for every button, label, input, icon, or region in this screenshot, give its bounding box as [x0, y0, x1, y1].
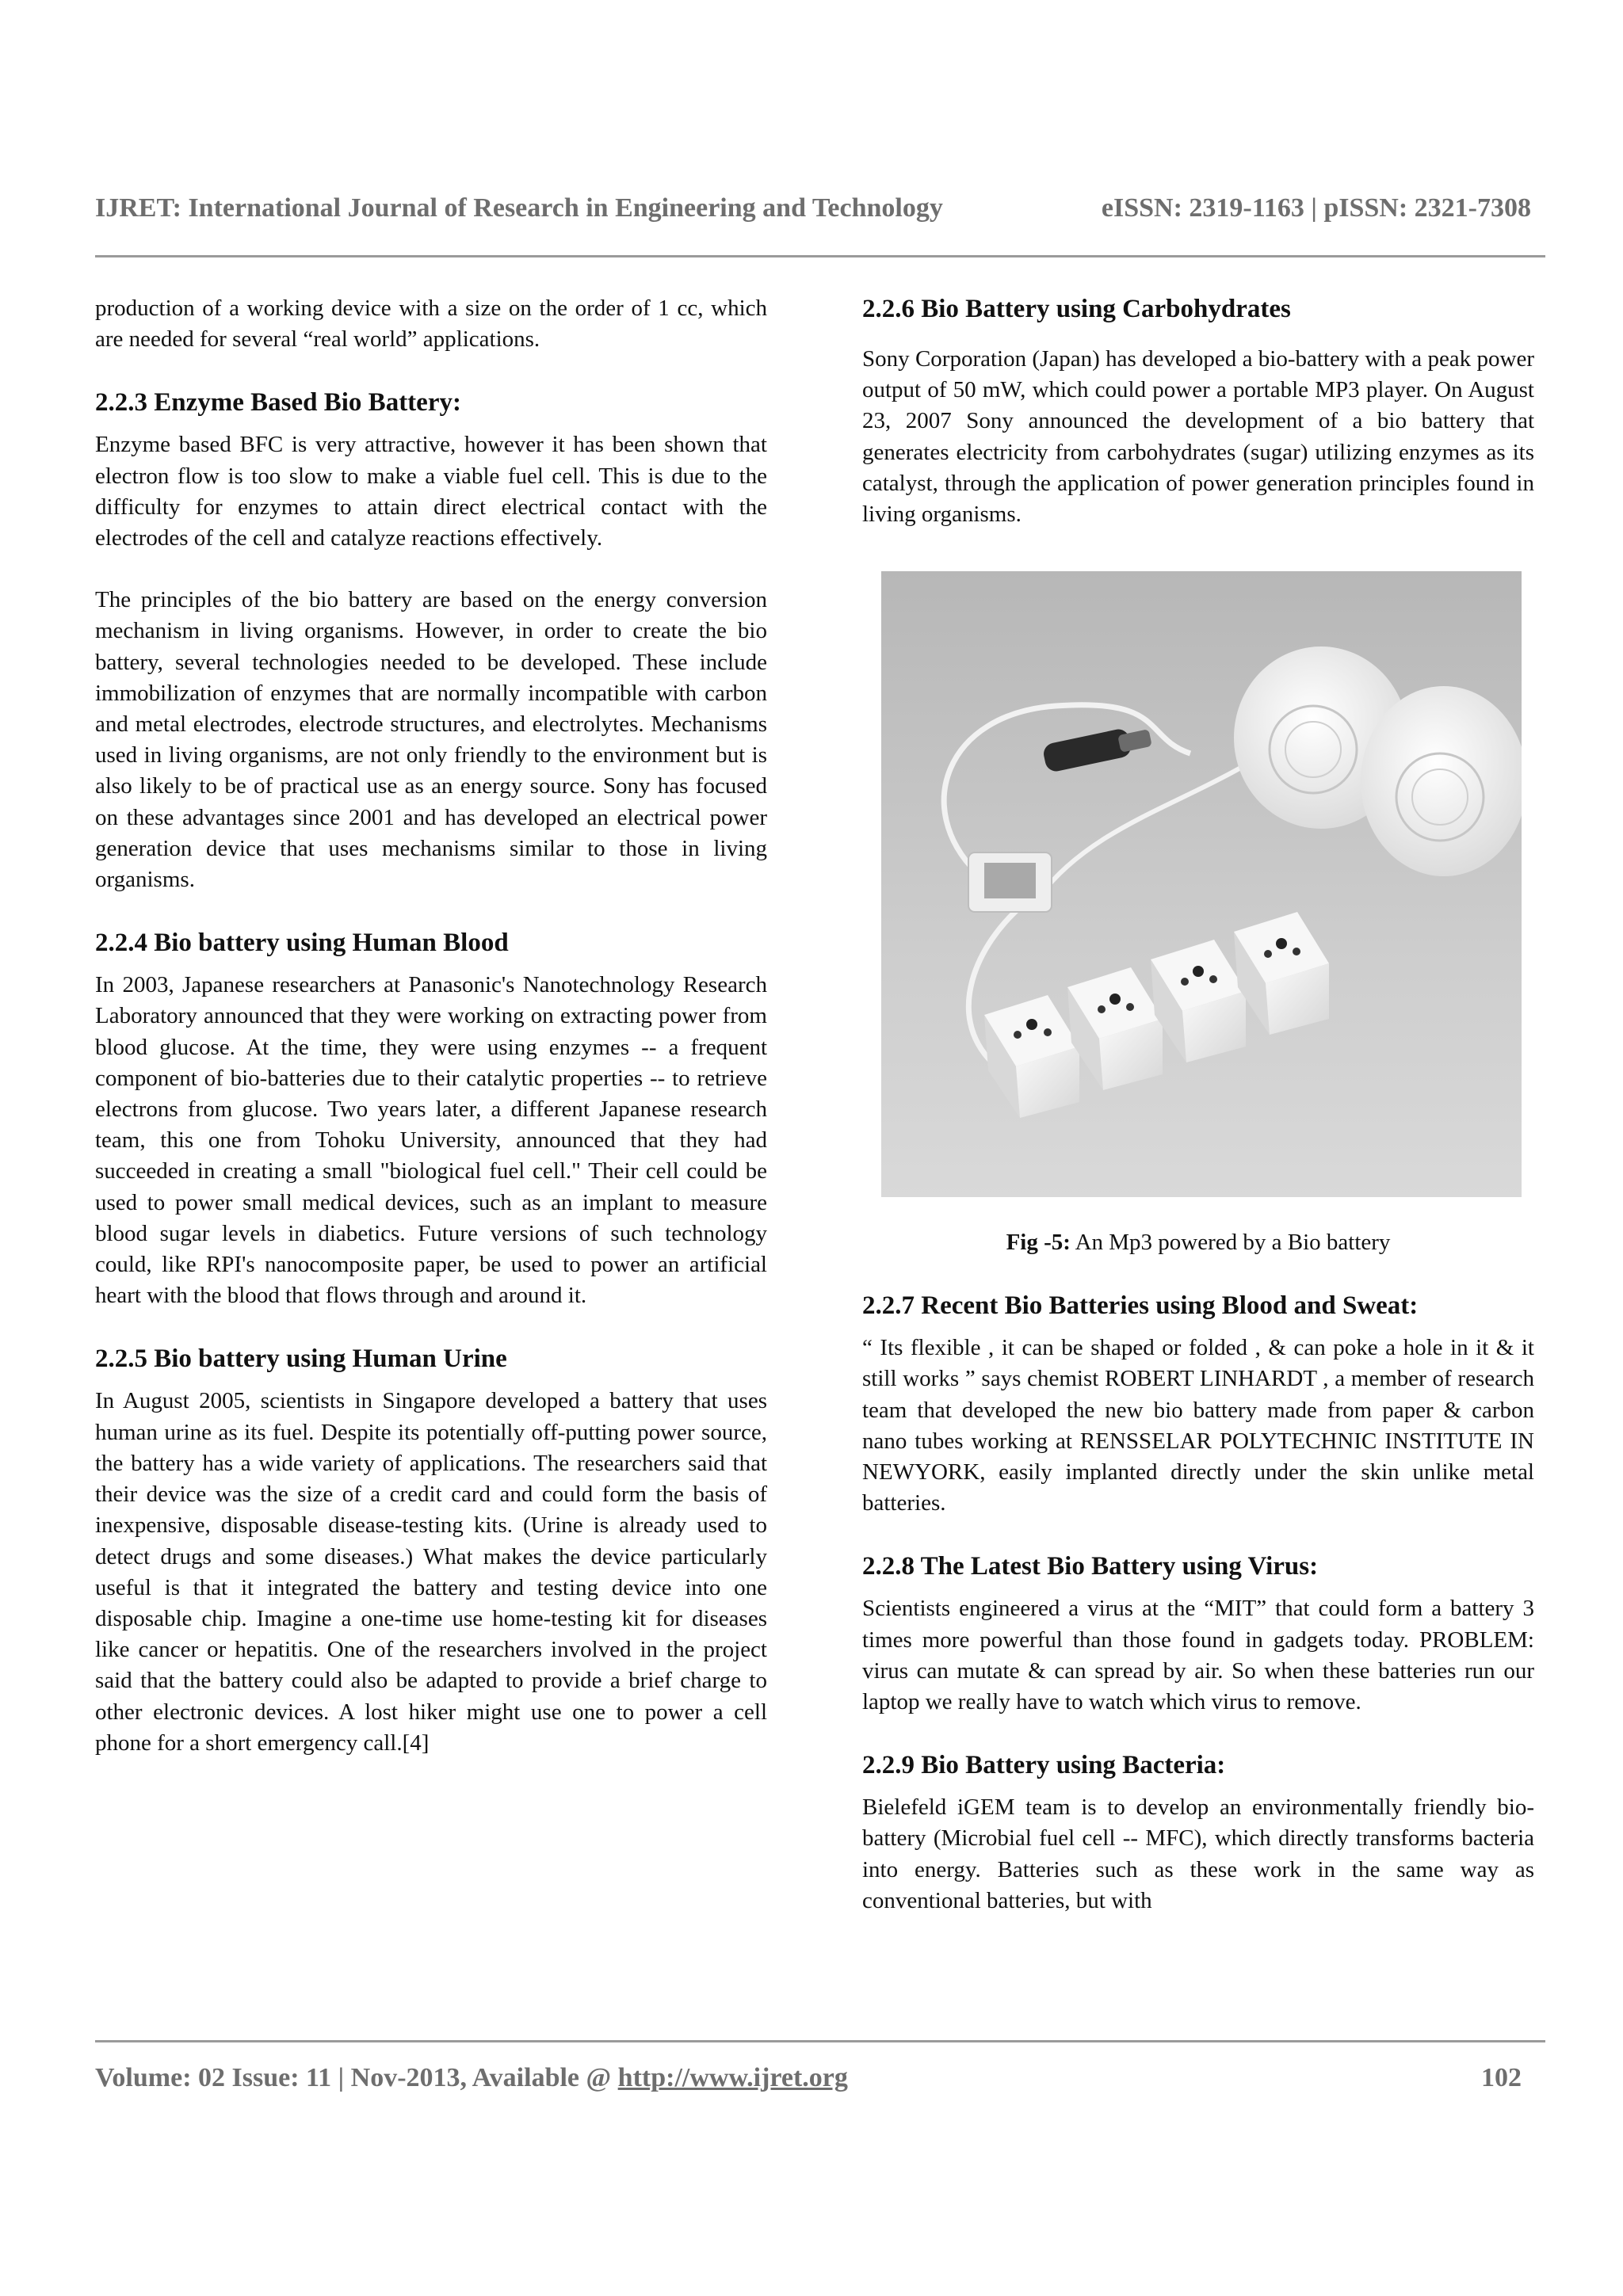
right-column	[862, 293, 1534, 1917]
left-column	[95, 293, 767, 1759]
section-2-2-4-paragraph: In 2003, Japanese researchers at Panasonic's Nanotechnology Research Laboratory announced that they were working on extracting power from blood glucose. At the time, they were using enzymes -- a frequent component of bio-batteries due to their catalytic properties -- to retrieve electrons from glucose. Two years later, a different Japanese research team, this one from Tohoku University, announced that they had succeeded in creating a small "biological fuel cell." Their cell could be used to power small medical devices, such as an implant to measure blood sugar levels in diabetics. Future versions of such technology could, like RPI's nanocomposite paper, be used to power an artificial heart with the blood that flows through and around it.	[95, 972, 767, 1309]
section-2-2-5-heading: 2.2.5 Bio battery using Human Urine	[95, 1344, 507, 1374]
section-2-2-4-heading: 2.2.4 Bio battery using Human Blood	[95, 929, 509, 958]
running-header	[95, 193, 1531, 223]
section-2-2-9-heading: 2.2.9 Bio Battery using Bacteria:	[862, 1751, 1226, 1780]
figure-label: Fig -5:	[1006, 1230, 1071, 1256]
section-2-2-8-paragraph: Scientists engineered a virus at the “MIT” that could form a battery 3 times more powerful than those found in gadgets today. PROBLEM: virus can mutate & can spread by air. So when these batteries run our laptop we really have to watch which virus to remove.	[862, 1596, 1534, 1715]
section-2-2-3-paragraph-1: Enzyme based BFC is very attractive, however it has been shown that electron flow is too slow to make a viable fuel cell. This is due to the difficulty for enzymes to attain direct electrical contact with the electrodes of the cell and catalyze reactions effectively.	[95, 432, 767, 551]
header-rule	[95, 255, 1545, 257]
section-2-2-3-paragraph-2: The principles of the bio battery are based on the energy conversion mechanism in living organisms. However, in order to create the bio battery, several technologies needed to be developed. These include immobilization of enzymes that are normally incompatible with carbon and metal electrodes, electrode structures, and electrolytes. Mechanisms used in living organisms, are not only friendly to the environment but is also likely to be of practical use as an energy source. Sony has focused on these advantages since 2001 and has developed an electrical power generation device that uses mechanisms similar to those in living organisms.	[95, 587, 767, 893]
page-number: 102	[1481, 2063, 1522, 2092]
section-2-2-6-paragraph: Sony Corporation (Japan) has developed a bio-battery with a peak power output of 50 mW, which could power a portable MP3 player. On August 23, 2007 Sony announced the development of a bio battery that generates electricity from carbohydrates (sugar) utilizing enzymes as its catalyst, through the application of power generation principles found in living organisms.	[862, 346, 1534, 528]
section-2-2-7-paragraph: “ Its flexible , it can be shaped or folded , & can poke a hole in it & it still works ” says chemist ROBERT LINHARDT , a member of research team that developed the new bio battery made from paper & carbon nano tubes working at RENSSELAR POLYTECHNIC INSTITUTE IN NEWYORK, easily implanted directly under the skin unlike metal batteries.	[862, 1335, 1534, 1516]
section-2-2-8-heading: 2.2.8 The Latest Bio Battery using Virus:	[862, 1552, 1319, 1581]
footer-rule	[95, 2040, 1545, 2042]
section-2-2-9-paragraph: Bielefeld iGEM team is to develop an environmentally friendly bio-battery (Microbial fuel cell -- MFC), which directly transforms bacteria into energy. Batteries such as these work in the same way as conventional batteries, but with	[862, 1794, 1534, 1913]
figure-caption	[862, 1227, 1534, 1258]
intro-paragraph: production of a working device with a size on the order of 1 cc, which are needed for several “real world” applications.	[95, 296, 767, 353]
section-2-2-6-heading: 2.2.6 Bio Battery using Carbohydrates	[862, 295, 1291, 323]
issn-text: eISSN: 2319-1163 | pISSN: 2321-7308	[1101, 193, 1531, 223]
journal-url-link[interactable]: http://www.ijret.org	[617, 2063, 848, 2092]
volume-text: Volume: 02 Issue: 11 | Nov-2013, Available @	[95, 2063, 618, 2092]
mp3-bio-battery-photo	[881, 571, 1522, 1197]
running-footer	[95, 2063, 1522, 2093]
figure-caption-text: An Mp3 powered by a Bio battery	[1075, 1230, 1391, 1256]
journal-title: IJRET: International Journal of Research in Engineering and Technology	[95, 193, 943, 223]
section-2-2-7-heading: 2.2.7 Recent Bio Batteries using Blood and Sweat:	[862, 1291, 1419, 1321]
section-2-2-5-paragraph: In August 2005, scientists in Singapore developed a battery that uses human urine as its fuel. Despite its potentially off-putting power source, the battery has a wide variety of applications. The researchers said that their device was the size of a credit card and could form the basis of inexpensive, disposable disease-testing kits. (Urine is already used to detect drugs and some diseases.) What makes the device particularly useful is that it integrated the battery and testing device into one disposable chip. Imagine a one-time use home-testing kit for diseases like cancer or hepatitis. One of the researchers involved in the project said that the battery could also be adapted to provide a brief charge to other electronic devices. A lost hiker might use one to power a cell phone for a short emergency call.[4]	[95, 1388, 767, 1756]
section-2-2-3-heading: 2.2.3 Enzyme Based Bio Battery:	[95, 388, 461, 418]
